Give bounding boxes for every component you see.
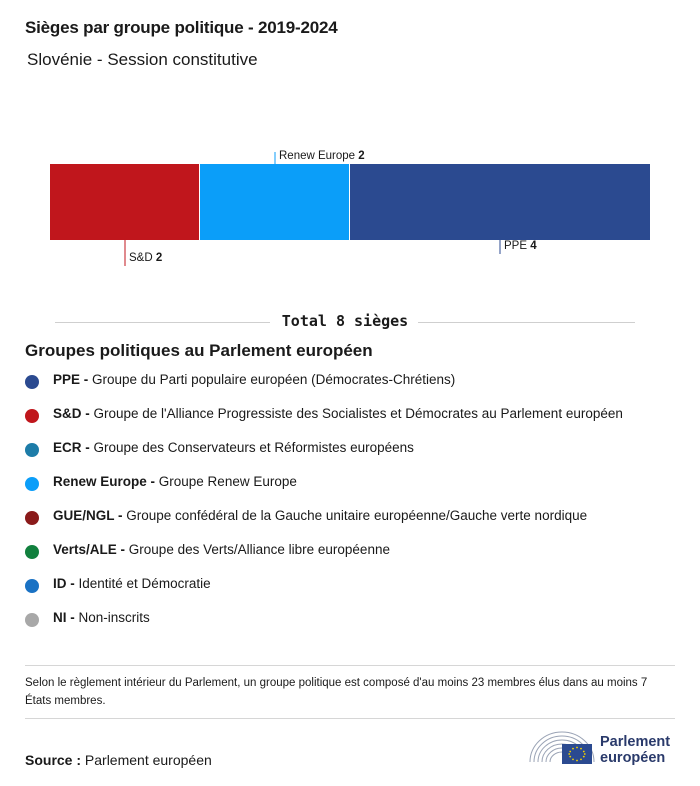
legend-text — [53, 508, 587, 523]
legend-desc: Groupe des Conservateurs et Réformistes européens — [93, 440, 414, 455]
bar-segment-s-d — [50, 164, 199, 240]
legend-abbr: ECR - — [53, 440, 90, 455]
legend-color-dot — [25, 443, 39, 457]
source-value: Parlement européen — [84, 752, 212, 768]
legend-color-dot — [25, 613, 39, 627]
total-seats: Total 8 sièges — [55, 312, 635, 330]
legend-abbr: S&D - — [53, 406, 90, 421]
data-label: Renew Europe 2 — [279, 150, 365, 162]
legend-desc: Identité et Démocratie — [78, 576, 211, 591]
legend-title: Groupes politiques au Parlement européen — [25, 341, 373, 360]
legend-text — [53, 406, 623, 421]
legend-item — [25, 508, 685, 542]
legend-text — [53, 372, 455, 387]
legend-item — [25, 542, 685, 576]
source — [25, 752, 212, 768]
divider-top — [25, 665, 675, 666]
legend-desc: Groupe confédéral de la Gauche unitaire européenne/Gauche verte nordique — [126, 508, 588, 523]
legend-color-dot — [25, 477, 39, 491]
legend-item — [25, 372, 685, 406]
legend-item — [25, 576, 685, 610]
legend-desc: Groupe du Parti populaire européen (Démocrates-Chrétiens) — [92, 372, 456, 387]
stacked-bar-chart — [0, 140, 700, 280]
legend-color-dot — [25, 579, 39, 593]
divider-bottom — [25, 718, 675, 719]
rules-note: Selon le règlement intérieur du Parlement, un groupe politique est composé d'au moins 23 membres élus dans au moins 7 États membres. — [25, 677, 648, 707]
chart-title: Sièges par groupe politique - 2019-2024 — [25, 18, 338, 37]
legend-abbr: NI - — [53, 610, 75, 625]
legend-abbr: Verts/ALE - — [53, 542, 126, 557]
logo-line2: européen — [600, 750, 666, 766]
legend-abbr: GUE/NGL - — [53, 508, 123, 523]
legend-text — [53, 542, 390, 557]
legend-text — [53, 576, 211, 591]
legend-abbr: Renew Europe - — [53, 474, 156, 489]
legend-item — [25, 406, 685, 440]
bar-segment-ppe — [350, 164, 650, 240]
legend-desc: Groupe des Verts/Alliance libre européenne — [128, 542, 390, 557]
legend-abbr: PPE - — [53, 372, 89, 387]
bar-segment-renew-europe — [200, 164, 349, 240]
legend-text — [53, 474, 297, 489]
legend-item — [25, 610, 685, 644]
legend-desc: Groupe de l'Alliance Progressiste des Socialistes et Démocrates au Parlement européen — [93, 406, 623, 421]
source-label: Source : — [25, 752, 82, 768]
legend-color-dot — [25, 375, 39, 389]
legend-desc: Non-inscrits — [78, 610, 150, 625]
logo-line1: Parlement — [600, 734, 671, 750]
data-label: PPE 4 — [504, 240, 537, 252]
chart-subtitle: Slovénie - Session constitutive — [27, 50, 258, 69]
legend-text — [53, 440, 414, 455]
legend-color-dot — [25, 409, 39, 423]
total-row — [55, 312, 635, 332]
legend-text — [53, 610, 150, 625]
logo-text — [600, 734, 670, 766]
legend-color-dot — [25, 511, 39, 525]
legend-item — [25, 440, 685, 474]
legend-item — [25, 474, 685, 508]
legend-list — [25, 372, 685, 644]
legend-desc: Groupe Renew Europe — [158, 474, 297, 489]
legend-abbr: ID - — [53, 576, 75, 591]
data-label: S&D 2 — [129, 252, 163, 264]
legend-color-dot — [25, 545, 39, 559]
